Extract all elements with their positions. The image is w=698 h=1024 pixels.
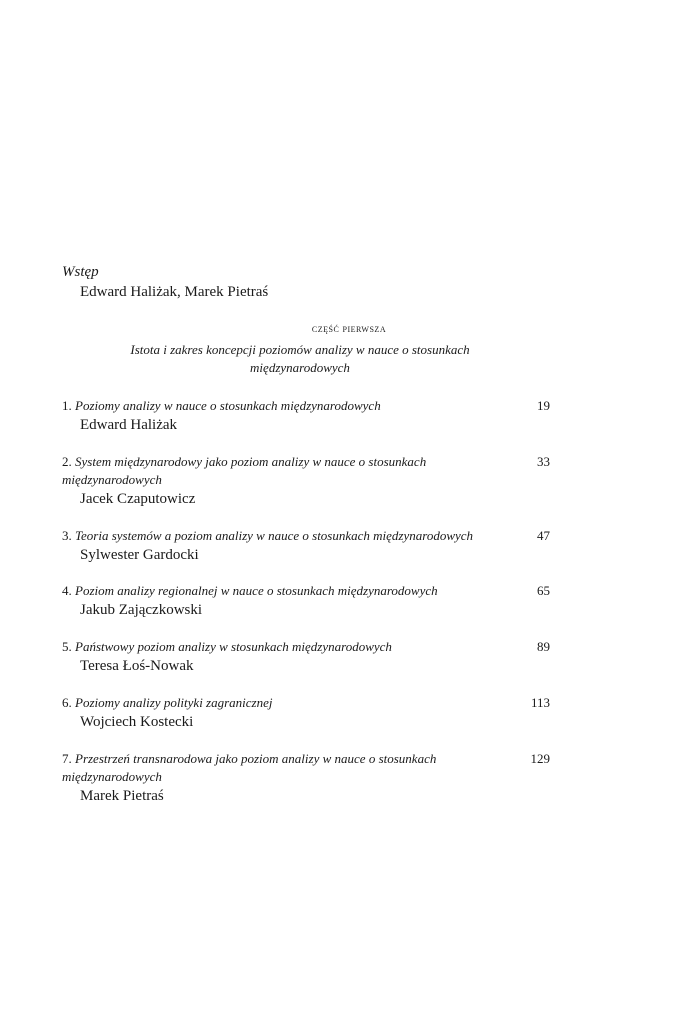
entry-number: 2. bbox=[62, 454, 72, 469]
entry-page-number: 47 bbox=[537, 528, 550, 543]
entry-page-number: 89 bbox=[537, 639, 550, 654]
toc-entry-6 bbox=[62, 694, 550, 732]
entry-heading bbox=[62, 694, 550, 712]
intro-authors: Edward Haliżak, Marek Pietraś bbox=[80, 284, 269, 300]
entry-page-number: 19 bbox=[537, 398, 550, 413]
entry-page-number: 33 bbox=[537, 454, 550, 469]
entry-title: Teoria systemów a poziom analizy w nauce o stosunkach międzynarodowych bbox=[75, 528, 474, 543]
entry-author: Jacek Czaputowicz bbox=[80, 491, 196, 507]
entry-number: 5. bbox=[62, 639, 72, 654]
part-title: Istota i zakres koncepcji poziomów analizy w nauce o stosunkach międzynarodowych bbox=[130, 342, 470, 375]
entry-heading bbox=[62, 453, 550, 489]
entry-number: 6. bbox=[62, 695, 72, 710]
entry-page-number: 113 bbox=[530, 695, 550, 710]
intro-title: Wstęp bbox=[62, 264, 99, 280]
toc-entry-3 bbox=[62, 527, 550, 565]
entry-title: System międzynarodowy jako poziom analizy w nauce o stosunkach międzynarodowych bbox=[62, 454, 427, 487]
part-label: część pierwsza bbox=[311, 323, 387, 335]
entry-page-number: 65 bbox=[537, 583, 550, 598]
entry-heading bbox=[62, 397, 550, 415]
toc-entry-5 bbox=[62, 638, 550, 676]
entry-number: 1. bbox=[62, 398, 72, 413]
entry-author: Wojciech Kostecki bbox=[80, 714, 194, 730]
entry-heading bbox=[62, 527, 550, 545]
entry-heading bbox=[62, 750, 550, 786]
entry-heading bbox=[62, 638, 550, 656]
entry-author: Marek Pietraś bbox=[80, 788, 164, 804]
entry-author: Sylwester Gardocki bbox=[80, 547, 199, 563]
toc-entry-2 bbox=[62, 453, 550, 509]
entry-title: Przestrzeń transnarodowa jako poziom analizy w nauce o stosunkach międzynarodowych bbox=[62, 751, 437, 784]
entry-author: Jakub Zajączkowski bbox=[80, 602, 203, 618]
entry-number: 7. bbox=[62, 751, 72, 766]
entry-author: Edward Haliżak bbox=[80, 417, 178, 433]
entry-title: Poziom analizy regionalnej w nauce o stosunkach międzynarodowych bbox=[75, 583, 438, 598]
entry-title: Poziomy analizy polityki zagranicznej bbox=[75, 695, 273, 710]
entry-number: 3. bbox=[62, 528, 72, 543]
entry-heading bbox=[62, 582, 550, 600]
entry-title: Państwowy poziom analizy w stosunkach międzynarodowych bbox=[75, 639, 392, 654]
toc-entry-4 bbox=[62, 582, 550, 620]
entry-page-number: 129 bbox=[530, 751, 550, 766]
toc-entry-1 bbox=[62, 397, 550, 435]
entry-title: Poziomy analizy w nauce o stosunkach międzynarodowych bbox=[75, 398, 381, 413]
entry-author: Teresa Łoś-Nowak bbox=[80, 658, 194, 674]
toc-entry-7 bbox=[62, 750, 550, 806]
entry-number: 4. bbox=[62, 583, 72, 598]
